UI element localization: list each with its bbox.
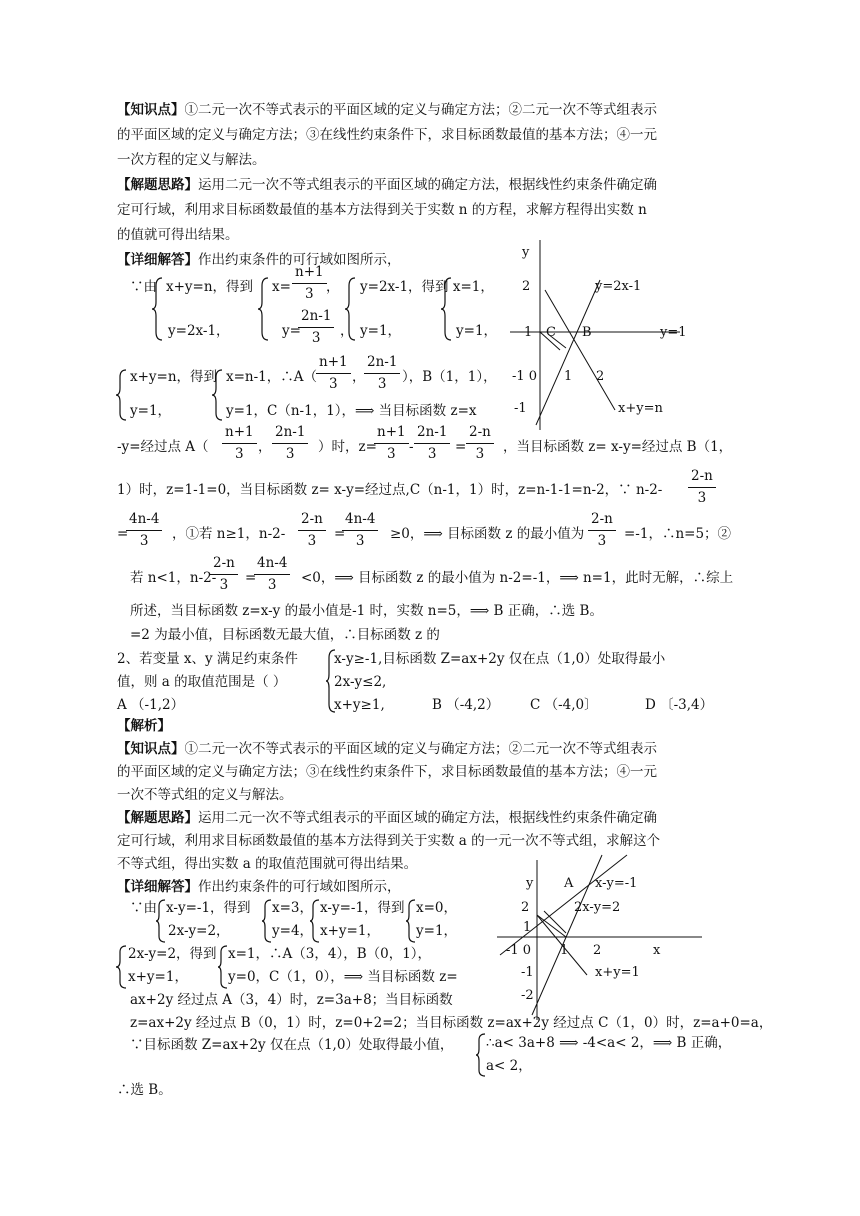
fraction: $\frac{n+1}{3}$ (222, 426, 257, 461)
tick-label: 2 (522, 279, 531, 294)
tick-label: 1 (564, 369, 573, 384)
tick-label: 2 (521, 900, 530, 915)
brace-2 (258, 276, 272, 342)
text: 2x-y=2，得到 (128, 946, 217, 962)
text: x+y=1， (128, 969, 188, 985)
text: ≥0，⟹ 目标函数 z 的最小值为 (390, 526, 585, 542)
text: y=0，C（1，0），⟹ 当目标函数 z= (228, 969, 458, 985)
text: = (334, 526, 346, 542)
text: 若 n<1，n-2- (130, 570, 217, 586)
text: x=n-1，∴A（ (226, 369, 318, 385)
text: y= (282, 323, 301, 339)
text: x-y=-1，得到 (166, 900, 251, 916)
text-line: 定可行域，利用求目标函数最值的基本方法得到关于实数 a 的一元一次不等式组，求解这个 (117, 833, 661, 849)
brace-6 (212, 368, 226, 422)
text-line: z=ax+2y 经过点 B（0，1）时，z=0+2=2；当目标函数 z=ax+2y 经过点 C（1，0）时，z=a+0=a， (130, 1015, 773, 1031)
tick-label: 1 (524, 325, 533, 340)
text: - (409, 439, 414, 455)
text: ，①若 n≥1，n-2- (172, 526, 286, 542)
fraction: $\frac{2-n}{3}$ (688, 470, 716, 505)
brace-4 (441, 276, 455, 342)
text: ），B（1，1）， (402, 369, 497, 385)
fraction: $\frac{4n-4}{3}$ (254, 557, 290, 592)
text: y=1， (416, 923, 458, 939)
text: <0，⟹ 目标函数 z 的最小值为 n-2=-1，⟹ n=1，此时无解，∴综上 (301, 570, 734, 586)
text: ， (352, 369, 366, 385)
brace-7 (156, 898, 166, 944)
text-line: 一次不等式组的定义与解法。 (117, 787, 293, 803)
graph-2 (492, 845, 722, 1025)
line-label: y=1 (660, 325, 687, 340)
constraint-1: x-y≥-1,目标函数 Z=ax+2y 仅在点（1,0）处取得最小 (334, 651, 666, 667)
text: = (455, 439, 467, 455)
line-label: x+y=1 (595, 965, 640, 980)
constraint-2: 2x-y≤2, (334, 674, 387, 690)
brace-1 (152, 276, 166, 342)
text: ， (326, 279, 340, 295)
brace-8 (262, 898, 272, 944)
text-line: 所述，当目标函数 z=x-y 的最小值是-1 时，实数 n=5，⟹ B 正确，∴选 B。 (130, 603, 603, 619)
text: ， (340, 323, 354, 339)
point-label: B (582, 325, 592, 340)
text: = (245, 570, 257, 586)
text-line: =2 为最小值，目标函数无最大值，∴目标函数 z 的 (130, 627, 440, 643)
axis-label: y (522, 245, 530, 260)
text: ， (258, 439, 272, 455)
tick-label: -1 (514, 401, 527, 416)
text: y=4， (272, 923, 314, 939)
text: y=1， (456, 323, 498, 339)
line-label: x+y=n (618, 401, 663, 416)
fraction: $\frac{2-n}{3}$ (588, 513, 616, 548)
brace-5 (116, 368, 130, 422)
text-line: 【知识点】①二元一次不等式表示的平面区域的定义与确定方法；②二元一次不等式组表示 (117, 741, 657, 757)
fraction: $\frac{2-n}{3}$ (298, 513, 326, 548)
text: ∴a< 3a+8 ⟹ -4<a< 2，⟹ B 正确， (486, 1035, 732, 1051)
text: x=0， (416, 900, 458, 916)
line-label: x-y=-1 (595, 876, 638, 891)
tick-label: -1 (521, 965, 534, 980)
text-line: 【详细解答】作出约束条件的可行域如图所示， (117, 252, 401, 268)
brace-11 (116, 944, 128, 990)
text: ∵由 (130, 279, 157, 295)
text-line: 【解题思路】运用二元一次不等式组表示的平面区域的确定方法，根据线性约束条件确定确 (117, 810, 657, 826)
text: ax+2y 经过点 A（3，4）时，z=3a+8；当目标函数 (130, 992, 453, 1008)
fraction: $\frac{4n-4}{3}$ (342, 513, 378, 548)
text: y=1， (360, 323, 402, 339)
text-line: 的平面区域的定义与确定方法；③在线性约束条件下，求目标函数最值的基本方法；④一元 (117, 127, 657, 143)
text: x=3， (272, 900, 314, 916)
text-line: 【知识点】①二元一次不等式表示的平面区域的定义与确定方法；②二元一次不等式组表示 (117, 102, 657, 118)
fraction: $\frac{2n-1}{3}$ (364, 356, 400, 391)
fraction: $\frac{2n-1}{3}$ (272, 426, 308, 461)
text-line: ∴选 B。 (117, 1082, 172, 1098)
fraction: $\frac{4n-4}{3}$ (126, 513, 162, 548)
tick-label: -2 (521, 988, 534, 1003)
text: =-1，∴n=5；② (624, 526, 732, 542)
section-heading: 【解析】 (117, 718, 171, 734)
option-c: C （-4,0〕 (530, 697, 598, 713)
text-line: 定可行域，利用求目标函数最值的基本方法得到关于实数 n 的方程，求解方程得出实数 n (117, 202, 647, 218)
text-line: 一次方程的定义与解法。 (117, 152, 266, 168)
text: ∵目标函数 Z=ax+2y 仅在点（1,0）处取得最小值， (130, 1037, 454, 1053)
text: y=1， (130, 403, 172, 419)
text: 1）时，z=1-1=0，当目标函数 z= x-y=经过点,C（n-1，1）时，z=n-1-1=n-2，∵ n-2- (117, 482, 663, 498)
text: x= (272, 279, 291, 295)
text-line: 的值就可得出结果。 (117, 227, 239, 243)
line-label: y=2x-1 (595, 279, 642, 294)
brace-10 (406, 898, 416, 944)
text: a< 2， (486, 1058, 532, 1074)
text: y=2x-1， (168, 323, 230, 339)
text: -y=经过点 A（ (117, 439, 209, 455)
option-d: D 〔-3,4） (645, 697, 714, 713)
question-text: 2、若变量 x、y 满足约束条件 (117, 651, 298, 667)
tick-label: -1 0 (512, 369, 538, 384)
tick-label: 2 (593, 943, 602, 958)
text: y=1，C（n-1，1），⟹ 当目标函数 z=x (226, 403, 477, 419)
text: = (117, 526, 129, 542)
text: x-y=-1，得到 (320, 900, 405, 916)
tick-label: 1 (560, 943, 569, 958)
fraction: $\frac{2n-1}{3}$ (414, 426, 450, 461)
text: ，当目标函数 z= x-y=经过点 B（1， (503, 439, 733, 455)
axis-label: x (653, 943, 661, 958)
tick-label: 2 (596, 369, 605, 384)
constraint-3: x+y≥1, (334, 697, 385, 713)
text: ）时，z= (318, 439, 377, 455)
line-label: 2x-y=2 (574, 900, 621, 915)
point-label: C (546, 325, 556, 340)
tick-label: -1 0 (506, 943, 532, 958)
text: ∵由 (130, 900, 157, 916)
fraction: $\frac{2n-1}{3}$ (298, 310, 334, 345)
brace-13 (476, 1032, 486, 1078)
fraction: $\frac{2-n}{3}$ (210, 557, 238, 592)
graph-1 (500, 240, 700, 430)
text: x+y=n，得到 (130, 369, 218, 385)
fraction: $\frac{n+1}{3}$ (316, 356, 351, 391)
axis-label: y (526, 876, 534, 891)
text: 2x-y=2， (168, 923, 230, 939)
fraction: $\frac{n+1}{3}$ (292, 266, 327, 301)
text-line: 不等式组，得出实数 a 的取值范围就可得出结果。 (117, 856, 418, 872)
text: x+y=1， (320, 923, 380, 939)
text: x+y=n，得到 (166, 279, 254, 295)
text: x=1，∴A（3，4），B（0，1）， (228, 946, 432, 962)
text-line: 的平面区域的定义与确定方法；③在线性约束条件下，求目标函数最值的基本方法；④一元 (117, 764, 657, 780)
option-b: B （-4,2） (432, 697, 500, 713)
tick-label: 1 (523, 920, 532, 935)
question-text: 值，则 a 的取值范围是（ ） (117, 674, 287, 690)
brace-12 (218, 944, 228, 990)
option-a: A （-1,2） (117, 697, 185, 713)
point-label: A (564, 876, 574, 891)
text-line: 【详细解答】作出约束条件的可行域如图所示， (117, 879, 401, 895)
fraction: $\frac{n+1}{3}$ (374, 426, 409, 461)
text: y=2x-1，得到 x=1， (360, 279, 494, 295)
fraction: $\frac{2-n}{3}$ (466, 426, 494, 461)
text-line: 【解题思路】运用二元一次不等式组表示的平面区域的确定方法，根据线性约束条件确定确 (117, 177, 657, 193)
